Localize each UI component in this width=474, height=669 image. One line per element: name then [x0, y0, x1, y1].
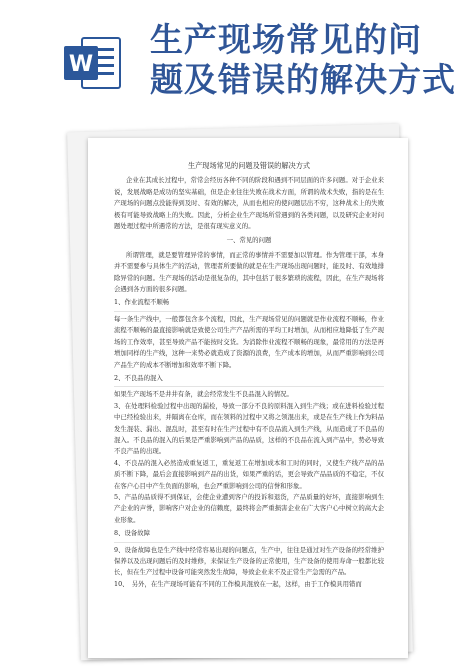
item-2-paragraph: 如果生产现场不是井井有条，就会经常发生不良品混入的情况。 — [114, 390, 293, 399]
divider — [114, 311, 384, 312]
intro-paragraph: 企业在其成长过程中，常常会经历各种不同的阶段和遇到不同层面的许多问题。对于企业来说，发展战略是成功的坚实基础，但是企业往往失败在战术方面，所谓的战术失败，指的是在生产现场的问题点没能得到及时、有效的解决，从而也相应的使问题层出不穷，这种战术上的失败极有可能导致战略上的失败。因此，分析企业生产现场所常遇到的各类问题，以及研究企业对问题处理过程中所遇常的方法，是很有现实意义的。 — [114, 176, 384, 231]
word-icon-letter: W — [68, 52, 94, 77]
item-1-paragraph: 每一条生产线中，一般都包含多个流程，因此，生产现场常见的问题就是作业流程不顺畅，作业流程不顺畅的最直接影响就是致使公司生产产品所需的平均工时增加，从而相应地降低了生产现场的工作效率，甚至导致产品不能按时交货。为消除作业流程不顺畅的现象，最常用的方法是再增加同样的生产线，这种一来势必就造成了资源的浪费，生产成本的增加，从而严重影响到公司产品生产的成本不断增加和效率不断下降。 — [114, 314, 384, 369]
item-1-heading: 1、作业流程不顺畅 — [114, 298, 170, 307]
item-8-heading: 8、设备故障 — [114, 529, 151, 538]
document-page — [88, 138, 408, 658]
banner — [0, 0, 474, 110]
banner-title-line-2: 题及错误的解决方式 — [150, 60, 456, 99]
word-document-icon — [62, 32, 124, 94]
item-3-paragraph: 3、在处理料检验过程中出现的漏检，导致一部分不良的原料混入到生产线；或在进料检验过程中已经检验出来，并隔离在仓库，而在领料的过程中又将之领混出来，或是在生产线上作为料品发生混装、漏出、混乱时，甚至有时在生产过程中有不良品流入到生产线，从而造成了不良品的混入。不良品的混入的后果是严重影响到产品的品质，这样的不良品在流入到产品中，势必导致不良产品的出现。 — [114, 401, 384, 456]
item-9-paragraph: 9、设备故障也是生产线中经常容易出现的问题点，生产中，往往是通过对生产设备的经常维护保养以及出现问题后的及时维修，来保证生产设备的正常使用，生产设备的使用寿命一般都比较长，但在生产过程中设备可能突然发生故障，导致企业来不及正常生产急需的产品。 — [114, 545, 384, 577]
section-heading: 一、常见的问题 — [226, 236, 272, 245]
divider — [114, 542, 384, 543]
divider — [114, 386, 384, 387]
item-10-paragraph: 10、 另外，在生产现场可能有不同的工作模具混放在一起，这样，由于工作模具用错而 — [114, 579, 362, 588]
item-2-heading: 2、不良品的混入 — [114, 373, 163, 382]
section-paragraph: 所谓管理，就是要管理异常的事情，而正常的事情并不需要加以管理。作为管理干部，本身并不需要参与具体生产的活动，管理者所要做的就是在生产现场出现问题时，能及时、有效地排除异常的问题。生产现场的活动是很复杂的，其中包括了很多繁琐的流程，因此，在生产现场将会遇到各方面的很多问题。 — [114, 250, 384, 294]
item-4-paragraph: 4、不良品的混入必然造成重复返工，重复返工在增加成本和工时的同时，又使生产线产品的品质不断下降，最后会直接影响到产品的出货，如果严重的话，更会导致产品品质的不稳定，不仅在客户心目中产生负面的影响，也会严重影响到公司的信誉和形象。 — [114, 458, 384, 490]
document-title: 生产现场常见的问题及错误的解决方式 — [187, 161, 311, 170]
banner-title-line-1: 生产现场常见的问 — [150, 20, 422, 59]
banner-title — [150, 20, 470, 100]
document-body — [114, 160, 384, 590]
item-5-paragraph: 5、产品的品质得不到保证，会使企业遭到客户的投诉和退货，产品质量的好坏，直接影响到生产企业的声誉，影响客户对企业的信赖度，最终将会严重损害企业在广大客户心中树立的高大企业形象。 — [114, 492, 384, 524]
